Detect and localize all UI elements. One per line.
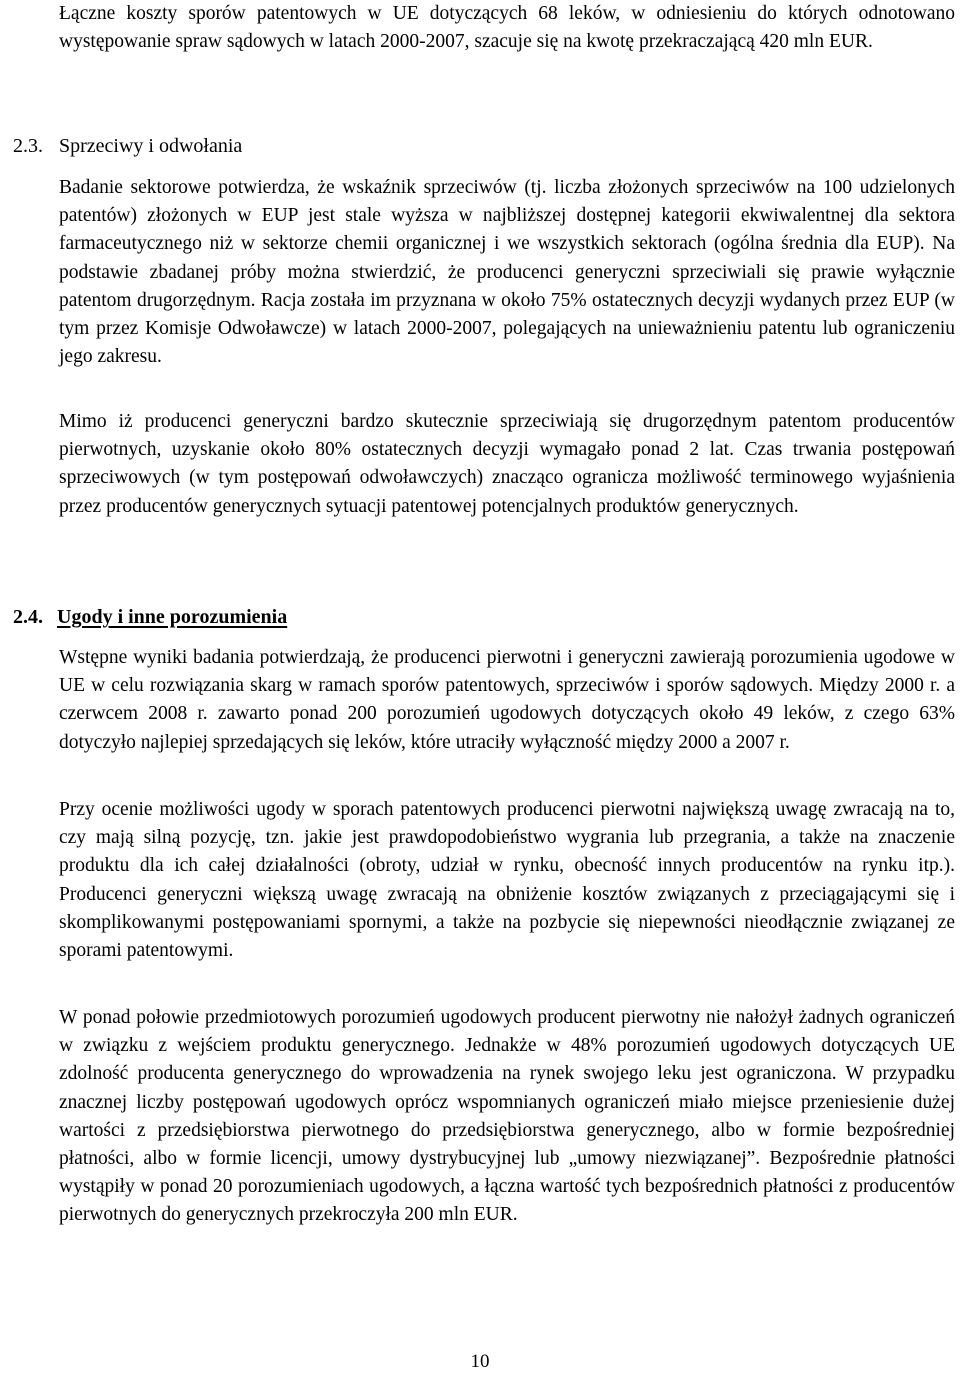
- section-heading-2-3: [13, 133, 242, 159]
- paragraph-settlements-overview: Wstępne wyniki badania potwierdzają, że producenci pierwotni i generyczni zawierają porozumienia ugodowe w UE w celu rozwiązania skarg w ramach sporów patentowych, sprzeciwów i sporów sądowych. Między 2000 r. a czerwcem 2008 r. zawarto ponad 200 porozumień ugodowych dotyczących około 49 leków, z czego 63% dotyczyło najlepiej sprzedających się leków, które utraciły wyłączność między 2000 a 2007 r.: [59, 647, 955, 753]
- intro-paragraph: Łączne koszty sporów patentowych w UE dotyczących 68 leków, w odniesieniu do których odnotowano występowanie spraw sądowych w latach 2000-2007, szacuje się na kwotę przekraczającą 420 mln EUR.: [59, 3, 955, 53]
- paragraph-oppositions-rate: Badanie sektorowe potwierdza, że wskaźnik sprzeciwów (tj. liczba złożonych sprzeciwów na 100 udzielonych patentów) złożonych w EUP jest stale wyższa w najbliższej dostępnej kategorii ekwiwalentnej dla sektora farmaceutycznego niż w sektorze chemii organicznej i we wszystkich sektorach (ogólna średnia dla EUP). Na podstawie zbadanej próby można stwierdzić, że producenci generyczni sprzeciwiali się prawie wyłącznie patentom drugorzędnym. Racja została im przyznana w około 75% ostatecznych decyzji wydanych przez EUP (w tym przez Komisje Odwoławcze) w latach 2000-2007, polegających na unieważnieniu patentu lub ograniczeniu jego zakresu.: [59, 177, 955, 368]
- section-number: 2.4.: [13, 606, 43, 628]
- paragraph-oppositions-duration: Mimo iż producenci generyczni bardzo skutecznie sprzeciwiają się drugorzędnym patentom producentów pierwotnych, uzyskanie około 80% ostatecznych decyzji wymagało ponad 2 lat. Czas trwania postępowań sprzeciwowych (w tym postępowań odwoławczych) znacząco ogranicza możliwość terminowego wyjaśnienia przez producentów generycznych sytuacji patentowej potencjalnych produktów generycznych.: [59, 411, 955, 517]
- paragraph-settlement-restrictions: W ponad połowie przedmiotowych porozumień ugodowych producent pierwotny nie nałożył żadnych ograniczeń w związku z wejściem produktu generycznego. Jednakże w 48% porozumień ugodowych dotyczących UE zdolność producenta generycznego do wprowadzenia na rynek swojego leku jest ograniczona. W przypadku znacznej liczby postępowań ugodowych oprócz wspomnianych ograniczeń miało miejsce przeniesienie dużej wartości z przedsiębiorstwa pierwotnego do przedsiębiorstwa generycznego, albo w formie bezpośredniej płatności, albo w formie licencji, umowy dystrybucyjnej lub „umowy niezwiązanej”. Bezpośrednie płatności wystąpiły w ponad 20 porozumieniach ugodowych, a łączna wartość tych bezpośrednich płatności z producentów pierwotnych do generycznych przekroczyła 200 mln EUR.: [59, 1007, 955, 1226]
- section-heading-2-4: [13, 604, 287, 630]
- section-number: 2.3.: [13, 135, 43, 157]
- section-title: Sprzeciwy i odwołania: [59, 135, 243, 157]
- paragraph-settlement-motives: Przy ocenie możliwości ugody w sporach patentowych producenci pierwotni największą uwagę zwracają na to, czy mają silną pozycję, tzn. jakie jest prawdopodobieństwo wygrania lub przegrania, a także na znaczenie produktu dla ich całej działalności (obroty, udział w rynku, obecność innych producentów na rynku itp.). Producenci generyczni większą uwagę zwracają na obniżenie kosztów związanych z przeciągającymi się i skomplikowanymi postępowaniami spornymi, a także na pozbycie się niepewności nieodłącznie związanej ze sporami patentowymi.: [59, 799, 955, 962]
- section-title: Ugody i inne porozumienia: [57, 606, 288, 628]
- page-number: 10: [470, 1351, 490, 1372]
